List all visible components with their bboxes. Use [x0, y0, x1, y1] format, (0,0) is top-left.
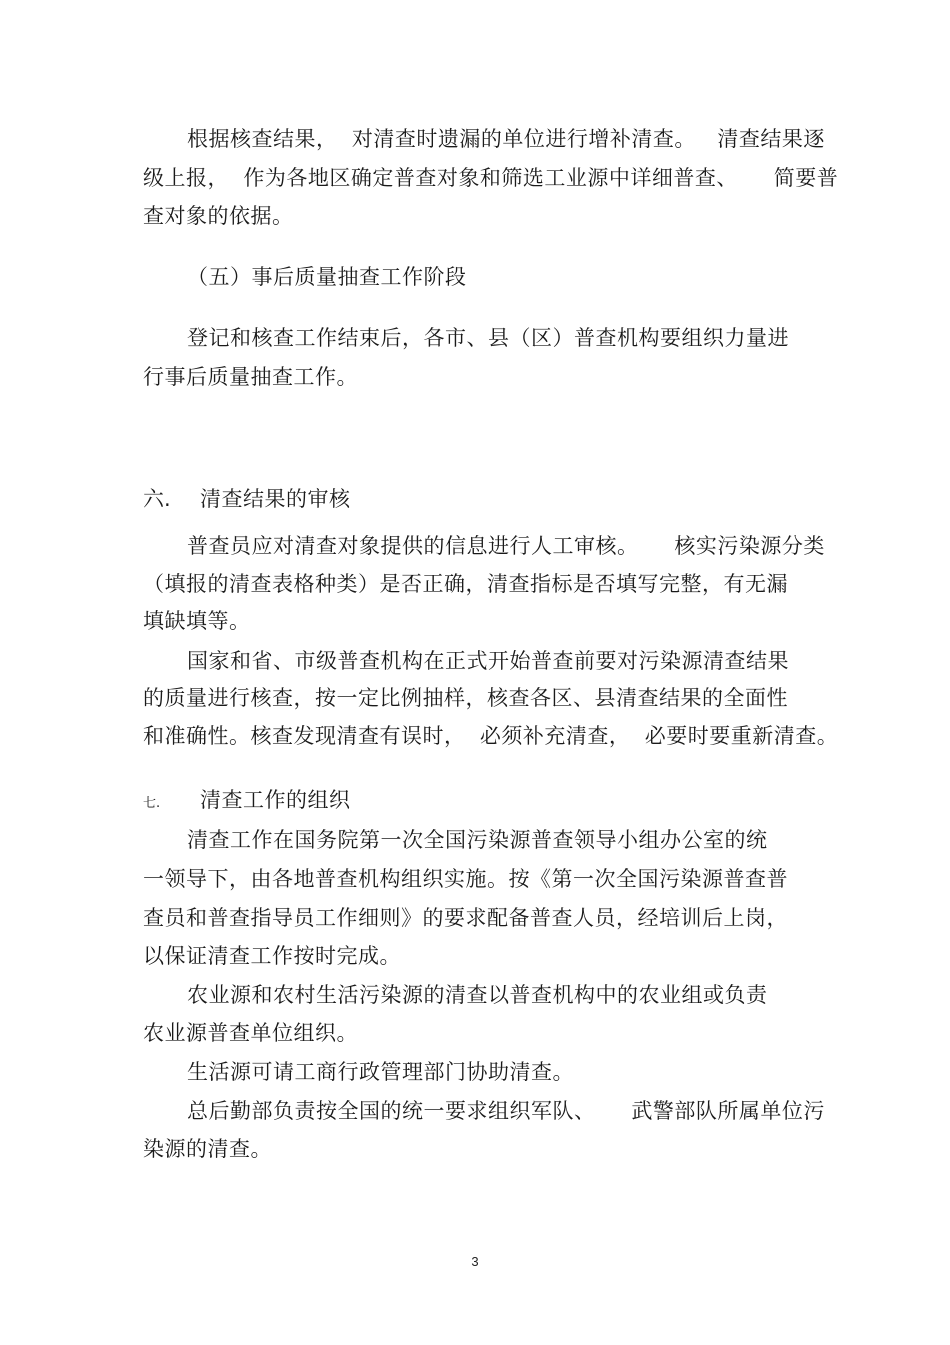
- paragraph-line: 级上报， 作为各地区确定普查对象和筛选工业源中详细普查、 简要普: [143, 166, 839, 190]
- paragraph-line: 填缺填等。: [143, 609, 251, 633]
- paragraph-line: 查员和普查指导员工作细则》的要求配备普查人员，经培训后上岗，: [143, 906, 788, 930]
- paragraph-line: 一领导下，由各地普查机构组织实施。按《第一次全国污染源普查普: [143, 867, 788, 891]
- section-heading-6: 清查结果的审核: [200, 487, 351, 511]
- paragraph-line: 查对象的依据。: [143, 204, 294, 228]
- paragraph-line: 的质量进行核查，按一定比例抽样，核查各区、县清查结果的全面性: [143, 686, 788, 710]
- section-heading-5: （五）事后质量抽查工作阶段: [187, 265, 467, 289]
- section-heading-7: 清查工作的组织: [200, 788, 351, 812]
- paragraph-line: 以保证清查工作按时完成。: [143, 944, 401, 968]
- paragraph-line: 国家和省、市级普查机构在正式开始普查前要对污染源清查结果: [187, 649, 789, 673]
- section-number-7: 七.: [143, 796, 161, 811]
- paragraph-line: 行事后质量抽查工作。: [143, 365, 358, 389]
- paragraph-line: 总后勤部负责按全国的统一要求组织军队、 武警部队所属单位污: [187, 1099, 825, 1123]
- paragraph-line: 根据核查结果， 对清查时遗漏的单位进行增补清查。 清查结果逐: [187, 127, 825, 151]
- paragraph-line: 清查工作在国务院第一次全国污染源普查领导小组办公室的统: [187, 828, 768, 852]
- page-number: 3: [471, 1254, 479, 1269]
- paragraph-line: 染源的清查。: [143, 1137, 272, 1161]
- paragraph-line: 和准确性。核查发现清查有误时， 必须补充清查， 必要时要重新清查。: [143, 724, 839, 748]
- paragraph-line: 农业源普查单位组织。: [143, 1021, 358, 1045]
- paragraph-line: （填报的清查表格种类）是否正确，清查指标是否填写完整，有无漏: [143, 572, 788, 596]
- paragraph-line: 生活源可请工商行政管理部门协助清查。: [187, 1060, 574, 1084]
- section-number-6: 六.: [143, 487, 171, 511]
- paragraph-line: 登记和核查工作结束后，各市、县（区）普查机构要组织力量进: [187, 326, 789, 350]
- paragraph-line: 普查员应对清查对象提供的信息进行人工审核。 核实污染源分类: [187, 534, 825, 558]
- paragraph-line: 农业源和农村生活污染源的清查以普查机构中的农业组或负责: [187, 983, 768, 1007]
